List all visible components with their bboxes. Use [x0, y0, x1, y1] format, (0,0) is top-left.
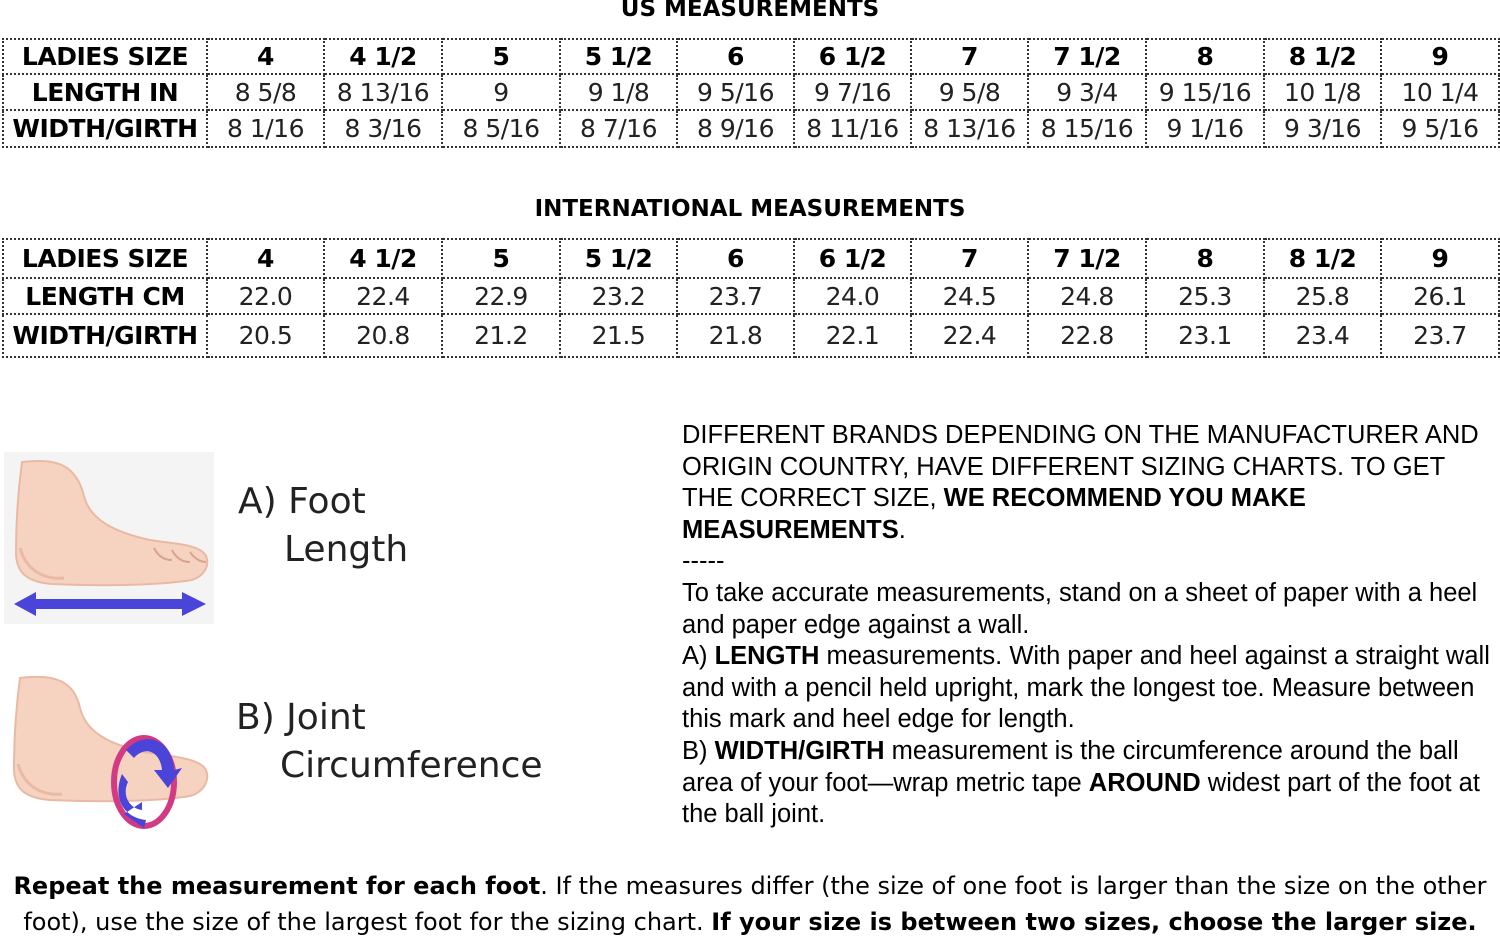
text-bold: WE RECOMMEND YOU MAKE MEASUREMENTS	[682, 484, 1306, 544]
row-label: LADIES SIZE	[3, 39, 207, 74]
row-label: LENGTH IN	[3, 74, 207, 110]
table-cell: 8 1/16	[207, 110, 324, 147]
caption-line: Length	[284, 529, 409, 570]
table-cell: 9	[1381, 239, 1499, 278]
row-label: LENGTH CM	[3, 278, 207, 314]
table-cell: 24.0	[794, 278, 911, 314]
text-span: B)	[682, 736, 715, 765]
table-cell: 26.1	[1381, 278, 1499, 314]
table-cell: 9 1/8	[560, 74, 677, 110]
foot-length-caption	[238, 478, 408, 574]
table-cell: 6	[677, 239, 794, 278]
table-cell: 8 1/2	[1264, 239, 1381, 278]
table-cell: 7 1/2	[1028, 39, 1146, 74]
table-cell: 24.8	[1028, 278, 1146, 314]
table-cell: 9 1/16	[1146, 110, 1264, 147]
table-cell: 22.1	[794, 314, 911, 357]
table-cell: 9 15/16	[1146, 74, 1264, 110]
table-cell: 9 3/16	[1264, 110, 1381, 147]
row-label: LADIES SIZE	[3, 239, 207, 278]
table-cell: 23.7	[677, 278, 794, 314]
table-cell: 7	[911, 239, 1028, 278]
text-bold: If your size is between two sizes, choose the larger size.	[711, 908, 1477, 936]
table-cell: 4	[207, 39, 324, 74]
table-cell: 8 5/16	[442, 110, 560, 147]
text-span: A)	[682, 642, 715, 671]
text-span: measurement is the circumference around the ball area of your foot—wrap metric tape	[682, 736, 1459, 797]
text-span: widest part of the foot at the ball joint.	[682, 768, 1480, 829]
table-cell: 20.5	[207, 314, 324, 357]
table-cell: 8 15/16	[1028, 110, 1146, 147]
foot-icon	[14, 677, 207, 801]
us-measurements-title: US MEASUREMENTS	[620, 0, 880, 22]
table-cell: 9	[1381, 39, 1499, 74]
table-cell: 23.4	[1264, 314, 1381, 357]
international-size-table	[2, 238, 1500, 358]
table-cell: 22.8	[1028, 314, 1146, 357]
table-cell: 9 5/16	[1381, 110, 1499, 147]
width-paragraph	[682, 736, 1492, 831]
table-cell: 9 3/4	[1028, 74, 1146, 110]
table-row	[3, 39, 1499, 74]
table-cell: 23.1	[1146, 314, 1264, 357]
table-cell: 22.4	[911, 314, 1028, 357]
table-cell: 8	[1146, 39, 1264, 74]
table-cell: 9	[442, 74, 560, 110]
table-cell: 25.8	[1264, 278, 1381, 314]
text-span: DIFFERENT BRANDS DEPENDING ON THE MANUFACTURER AND ORIGIN COUNTRY, HAVE DIFFERENT SIZING CHARTS. TO GET THE CORRECT SIZE,	[682, 421, 1479, 513]
table-cell: 22.4	[324, 278, 442, 314]
table-cell: 25.3	[1146, 278, 1264, 314]
table-cell: 21.5	[560, 314, 677, 357]
table-cell: 8 9/16	[677, 110, 794, 147]
table-cell: 23.7	[1381, 314, 1499, 357]
table-cell: 8 13/16	[911, 110, 1028, 147]
table-cell: 5	[442, 239, 560, 278]
text-bold: AROUND	[1088, 768, 1201, 797]
table-cell: 21.8	[677, 314, 794, 357]
table-cell: 8 7/16	[560, 110, 677, 147]
caption-line: Circumference	[280, 745, 543, 786]
foot-length-illustration	[4, 452, 214, 624]
table-cell: 22.0	[207, 278, 324, 314]
text-span: .	[898, 515, 906, 544]
joint-circumference-illustration	[4, 670, 214, 830]
text-bold: LENGTH	[714, 642, 820, 671]
row-label: WIDTH/GIRTH	[3, 314, 207, 357]
table-cell: 6 1/2	[794, 39, 911, 74]
text-bold: Repeat the measurement for each foot	[13, 872, 541, 900]
table-cell: 5	[442, 39, 560, 74]
table-cell: 8 5/8	[207, 74, 324, 110]
intro-paragraph	[682, 420, 1492, 546]
length-paragraph	[682, 641, 1492, 736]
footer-note	[10, 868, 1490, 940]
table-cell: 9 5/16	[677, 74, 794, 110]
table-cell: 9 5/8	[911, 74, 1028, 110]
table-cell: 22.9	[442, 278, 560, 314]
table-cell: 5 1/2	[560, 39, 677, 74]
caption-line: A) Foot	[238, 481, 366, 522]
table-cell: 7 1/2	[1028, 239, 1146, 278]
table-cell: 7	[911, 39, 1028, 74]
stand-paragraph: To take accurate measurements, stand on a sheet of paper with a heel and paper edge against a wall.	[682, 578, 1478, 639]
table-cell: 8 1/2	[1264, 39, 1381, 74]
table-cell: 9 7/16	[794, 74, 911, 110]
table-row	[3, 314, 1499, 357]
table-cell: 4	[207, 239, 324, 278]
table-cell: 21.2	[442, 314, 560, 357]
table-cell: 23.2	[560, 278, 677, 314]
table-cell: 4 1/2	[324, 39, 442, 74]
table-cell: 8 11/16	[794, 110, 911, 147]
text-span: . If the measures differ (the size of one foot is larger than the size on the other foot), use the size of the largest foot for the sizing chart.	[23, 872, 1487, 936]
table-cell: 8	[1146, 239, 1264, 278]
separator-line: -----	[682, 547, 725, 576]
table-row	[3, 278, 1499, 314]
table-cell: 6 1/2	[794, 239, 911, 278]
caption-line: B) Joint	[236, 697, 366, 738]
text-bold: WIDTH/GIRTH	[714, 736, 885, 765]
international-measurements-title: INTERNATIONAL MEASUREMENTS	[534, 196, 966, 222]
table-cell: 10 1/4	[1381, 74, 1499, 110]
table-row	[3, 239, 1499, 278]
text-span: measurements. With paper and heel against a straight wall and with a pencil held upright, mark the longest toe. Measure between this mark and heel edge for length.	[682, 642, 1490, 734]
table-cell: 10 1/8	[1264, 74, 1381, 110]
table-cell: 8 3/16	[324, 110, 442, 147]
table-cell: 8 13/16	[324, 74, 442, 110]
table-cell: 4 1/2	[324, 239, 442, 278]
table-cell: 20.8	[324, 314, 442, 357]
table-row	[3, 110, 1499, 147]
us-size-table	[2, 38, 1500, 148]
table-row	[3, 74, 1499, 110]
table-cell: 6	[677, 39, 794, 74]
table-cell: 5 1/2	[560, 239, 677, 278]
measurement-instructions	[682, 420, 1492, 831]
table-cell: 24.5	[911, 278, 1028, 314]
joint-circumference-caption	[236, 694, 543, 790]
row-label: WIDTH/GIRTH	[3, 110, 207, 147]
